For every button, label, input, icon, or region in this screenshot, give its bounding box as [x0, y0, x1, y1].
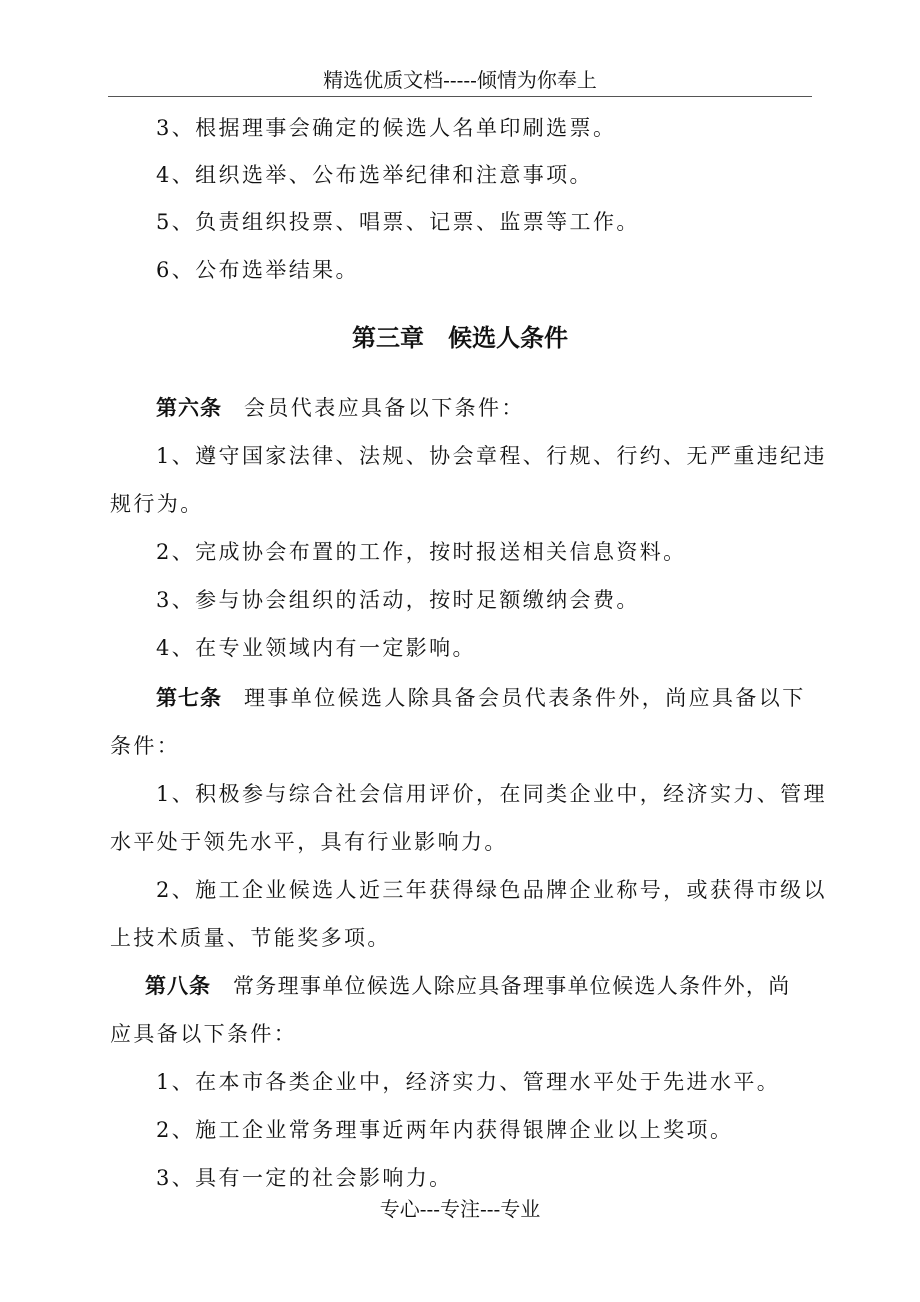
article-label: 第八条 [145, 974, 211, 998]
paragraph-line: 2、施工企业候选人近三年获得绿色品牌企业称号，或获得市级以 [156, 878, 827, 902]
article-eight [145, 972, 791, 1000]
article-text: 常务理事单位候选人除应具备理事单位候选人条件外，尚 [233, 974, 791, 998]
paragraph-line: 4、组织选举、公布选举纪律和注意事项。 [156, 163, 593, 187]
paragraph-line: 3、参与协会组织的活动，按时足额缴纳会费。 [156, 588, 640, 612]
page-footer: 专心---专注---专业 [379, 1197, 541, 1221]
paragraph-line: 4、在专业领域内有一定影响。 [156, 636, 476, 660]
paragraph-line: 2、施工企业常务理事近两年内获得银牌企业以上奖项。 [156, 1118, 734, 1142]
paragraph-line: 上技术质量、节能奖多项。 [110, 926, 391, 950]
paragraph-line: 应具备以下条件： [110, 1022, 298, 1046]
chapter-number: 第三章 [352, 324, 424, 352]
article-six [156, 394, 525, 422]
chapter-title: 候选人条件 [448, 324, 568, 352]
header-divider [108, 96, 812, 97]
article-text: 会员代表应具备以下条件： [244, 396, 525, 420]
paragraph-line: 水平处于领先水平，具有行业影响力。 [110, 830, 508, 854]
article-text: 理事单位候选人除具备会员代表条件外，尚应具备以下 [244, 686, 806, 710]
page-header: 精选优质文档-----倾情为你奉上 [323, 68, 597, 92]
paragraph-line: 条件： [110, 734, 181, 758]
article-label: 第七条 [156, 686, 222, 710]
paragraph-line: 6、公布选举结果。 [156, 258, 359, 282]
article-seven [156, 684, 806, 712]
paragraph-line: 3、根据理事会确定的候选人名单印刷选票。 [156, 116, 617, 140]
paragraph-line: 3、具有一定的社会影响力。 [156, 1166, 453, 1190]
article-label: 第六条 [156, 396, 222, 420]
paragraph-line: 1、在本市各类企业中，经济实力、管理水平处于先进水平。 [156, 1070, 781, 1094]
paragraph-line: 1、积极参与综合社会信用评价，在同类企业中，经济实力、管理 [156, 782, 827, 806]
paragraph-line: 规行为。 [110, 492, 204, 516]
paragraph-line: 2、完成协会布置的工作，按时报送相关信息资料。 [156, 540, 687, 564]
chapter-heading [0, 323, 920, 353]
paragraph-line: 5、负责组织投票、唱票、记票、监票等工作。 [156, 210, 640, 234]
paragraph-line: 1、遵守国家法律、法规、协会章程、行规、行约、无严重违纪违 [156, 444, 827, 468]
